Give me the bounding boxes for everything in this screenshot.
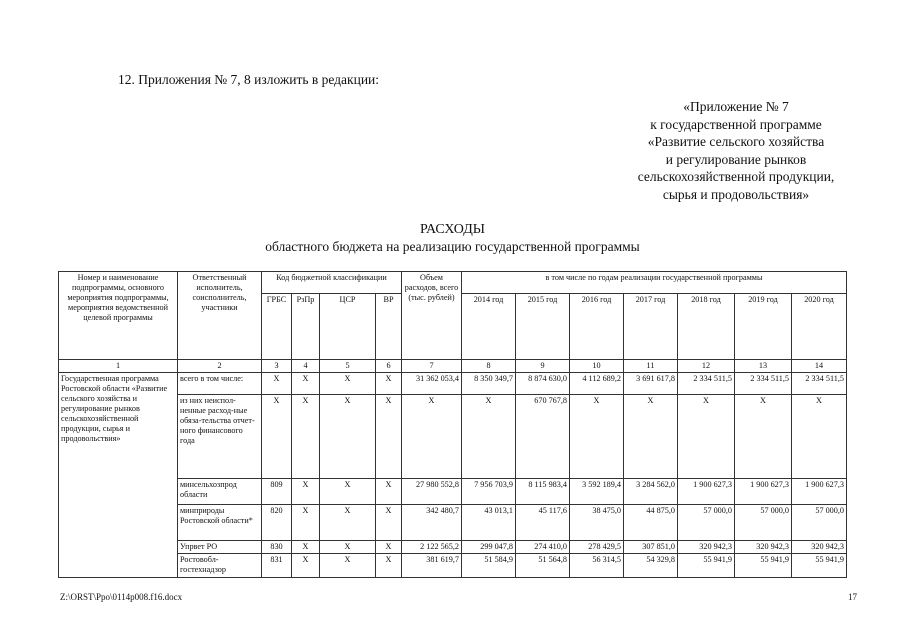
- number-cell: 13: [735, 360, 792, 373]
- executor-cell: Ростовобл-гостехнадзор: [178, 554, 262, 578]
- year-cell: 7 956 703,9: [462, 479, 516, 505]
- file-path: Z:\ORST\Ppo\0114p008.f16.docx: [60, 592, 183, 602]
- year-cell: 55 941,9: [735, 554, 792, 578]
- vr-cell: Х: [376, 373, 402, 395]
- grbs-cell: 809: [262, 479, 292, 505]
- document-title: РАСХОДЫ: [420, 222, 485, 237]
- header-cell: ЦСР: [320, 294, 376, 360]
- total-cell: 381 619,7: [402, 554, 462, 578]
- header-cell: 2015 год: [516, 294, 570, 360]
- rzpr-cell: Х: [292, 479, 320, 505]
- year-cell: 45 117,6: [516, 505, 570, 541]
- number-cell: 4: [292, 360, 320, 373]
- total-cell: 27 980 552,8: [402, 479, 462, 505]
- year-cell: 8 874 630,0: [516, 373, 570, 395]
- number-cell: 7: [402, 360, 462, 373]
- vr-cell: Х: [376, 505, 402, 541]
- rzpr-cell: Х: [292, 541, 320, 554]
- year-cell: 57 000,0: [678, 505, 735, 541]
- appendix-line: «Приложение № 7: [683, 99, 789, 114]
- year-cell: 57 000,0: [735, 505, 792, 541]
- year-cell: Х: [624, 395, 678, 479]
- year-cell: 1 900 627,3: [678, 479, 735, 505]
- year-cell: Х: [792, 395, 847, 479]
- number-cell: 14: [792, 360, 847, 373]
- rzpr-cell: Х: [292, 395, 320, 479]
- year-cell: 3 691 617,8: [624, 373, 678, 395]
- year-cell: 3 592 189,4: [570, 479, 624, 505]
- header-cell: ГРБС: [262, 294, 292, 360]
- csr-cell: Х: [320, 554, 376, 578]
- grbs-cell: Х: [262, 395, 292, 479]
- number-cell: 12: [678, 360, 735, 373]
- appendix-line: «Развитие сельского хозяйства: [647, 134, 825, 149]
- header-cell: ВР: [376, 294, 402, 360]
- vr-cell: Х: [376, 554, 402, 578]
- year-cell: 670 767,8: [516, 395, 570, 479]
- header-cell: 2014 год: [462, 294, 516, 360]
- table-row: [59, 505, 847, 541]
- executor-cell: Упрвет РО: [178, 541, 262, 554]
- vr-cell: Х: [376, 541, 402, 554]
- csr-cell: Х: [320, 541, 376, 554]
- year-cell: 56 314,5: [570, 554, 624, 578]
- year-cell: 2 334 511,5: [678, 373, 735, 395]
- header-cell: 2019 год: [735, 294, 792, 360]
- year-cell: 2 334 511,5: [735, 373, 792, 395]
- document-subtitle: областного бюджета на реализацию государственной программы: [265, 239, 640, 254]
- year-cell: 55 941,9: [678, 554, 735, 578]
- year-cell: 307 851,0: [624, 541, 678, 554]
- header-cell: Номер и наименование подпрограммы, основного мероприятия подпрограммы, мероприятия ведомственной целевой программы: [59, 272, 178, 360]
- appendix-line: сырья и продовольствия»: [662, 186, 810, 202]
- rzpr-cell: Х: [292, 505, 320, 541]
- header-cell: 2016 год: [570, 294, 624, 360]
- number-cell: 2: [178, 360, 262, 373]
- year-cell: 4 112 689,2: [570, 373, 624, 395]
- number-cell: 3: [262, 360, 292, 373]
- year-cell: 320 942,3: [735, 541, 792, 554]
- year-cell: 1 900 627,3: [735, 479, 792, 505]
- year-cell: 274 410,0: [516, 541, 570, 554]
- number-cell: 6: [376, 360, 402, 373]
- executor-cell: всего в том числе:: [178, 373, 262, 395]
- rzpr-cell: Х: [292, 554, 320, 578]
- year-cell: 51 584,9: [462, 554, 516, 578]
- csr-cell: Х: [320, 505, 376, 541]
- year-cell: 3 284 562,0: [624, 479, 678, 505]
- executor-cell: минсельхозпрод области: [178, 479, 262, 505]
- year-cell: 8 350 349,7: [462, 373, 516, 395]
- executor-cell: минприроды Ростовской области*: [178, 505, 262, 541]
- page-number: 17: [848, 592, 857, 602]
- number-cell: 8: [462, 360, 516, 373]
- year-cell: 278 429,5: [570, 541, 624, 554]
- year-cell: 43 013,1: [462, 505, 516, 541]
- header-cell: в том числе по годам реализации государственной программы: [462, 272, 847, 294]
- year-cell: 51 564,8: [516, 554, 570, 578]
- year-cell: 38 475,0: [570, 505, 624, 541]
- item-heading: 12. Приложения № 7, 8 изложить в редакции:: [118, 72, 380, 87]
- year-cell: 54 329,8: [624, 554, 678, 578]
- program-name-cell: Государственная программа Ростовской области «Развитие сельского хозяйства и регулирование рынков сельскохозяйственной продукции, сырья и продовольствия»: [59, 373, 178, 578]
- grbs-cell: 831: [262, 554, 292, 578]
- header-cell: Ответственный исполнитель, соисполнитель, участники: [178, 272, 262, 360]
- year-cell: Х: [678, 395, 735, 479]
- executor-cell: из них неиспол-ненные расход-ные обяза-тельства отчет-ного финансового года: [178, 395, 262, 479]
- csr-cell: Х: [320, 395, 376, 479]
- year-cell: 57 000,0: [792, 505, 847, 541]
- total-cell: 342 480,7: [402, 505, 462, 541]
- header-cell: 2018 год: [678, 294, 735, 360]
- header-cell: 2020 год: [792, 294, 847, 360]
- number-cell: 5: [320, 360, 376, 373]
- header-cell: Код бюджетной классификации: [262, 272, 402, 294]
- year-cell: 2 334 511,5: [792, 373, 847, 395]
- year-cell: 8 115 983,4: [516, 479, 570, 505]
- table-row: [59, 479, 847, 505]
- table-row: [59, 541, 847, 554]
- total-cell: 31 362 053,4: [402, 373, 462, 395]
- appendix-caption: [611, 98, 861, 203]
- expenses-table: [58, 271, 847, 578]
- appendix-line: сельскохозяйственной продукции,: [637, 169, 835, 184]
- year-cell: 320 942,3: [678, 541, 735, 554]
- total-cell: 2 122 565,2: [402, 541, 462, 554]
- appendix-line: к государственной программе: [650, 116, 822, 132]
- number-cell: 1: [59, 360, 178, 373]
- appendix-line: и регулирование рынков: [665, 151, 807, 167]
- header-cell: Объем расходов, всего (тыс. рублей): [402, 272, 462, 360]
- year-cell: 55 941,9: [792, 554, 847, 578]
- header-cell: 2017 год: [624, 294, 678, 360]
- grbs-cell: 830: [262, 541, 292, 554]
- number-cell: 9: [516, 360, 570, 373]
- year-cell: 320 942,3: [792, 541, 847, 554]
- year-cell: 44 875,0: [624, 505, 678, 541]
- year-cell: Х: [735, 395, 792, 479]
- grbs-cell: 820: [262, 505, 292, 541]
- header-cell: РзПр: [292, 294, 320, 360]
- year-cell: Х: [570, 395, 624, 479]
- table-row: [59, 373, 847, 395]
- year-cell: Х: [462, 395, 516, 479]
- number-cell: 11: [624, 360, 678, 373]
- csr-cell: Х: [320, 373, 376, 395]
- year-cell: 1 900 627,3: [792, 479, 847, 505]
- vr-cell: Х: [376, 479, 402, 505]
- table-row: [59, 554, 847, 578]
- grbs-cell: Х: [262, 373, 292, 395]
- vr-cell: Х: [376, 395, 402, 479]
- number-cell: 10: [570, 360, 624, 373]
- total-cell: Х: [402, 395, 462, 479]
- rzpr-cell: Х: [292, 373, 320, 395]
- year-cell: 299 047,8: [462, 541, 516, 554]
- csr-cell: Х: [320, 479, 376, 505]
- table-row: [59, 395, 847, 479]
